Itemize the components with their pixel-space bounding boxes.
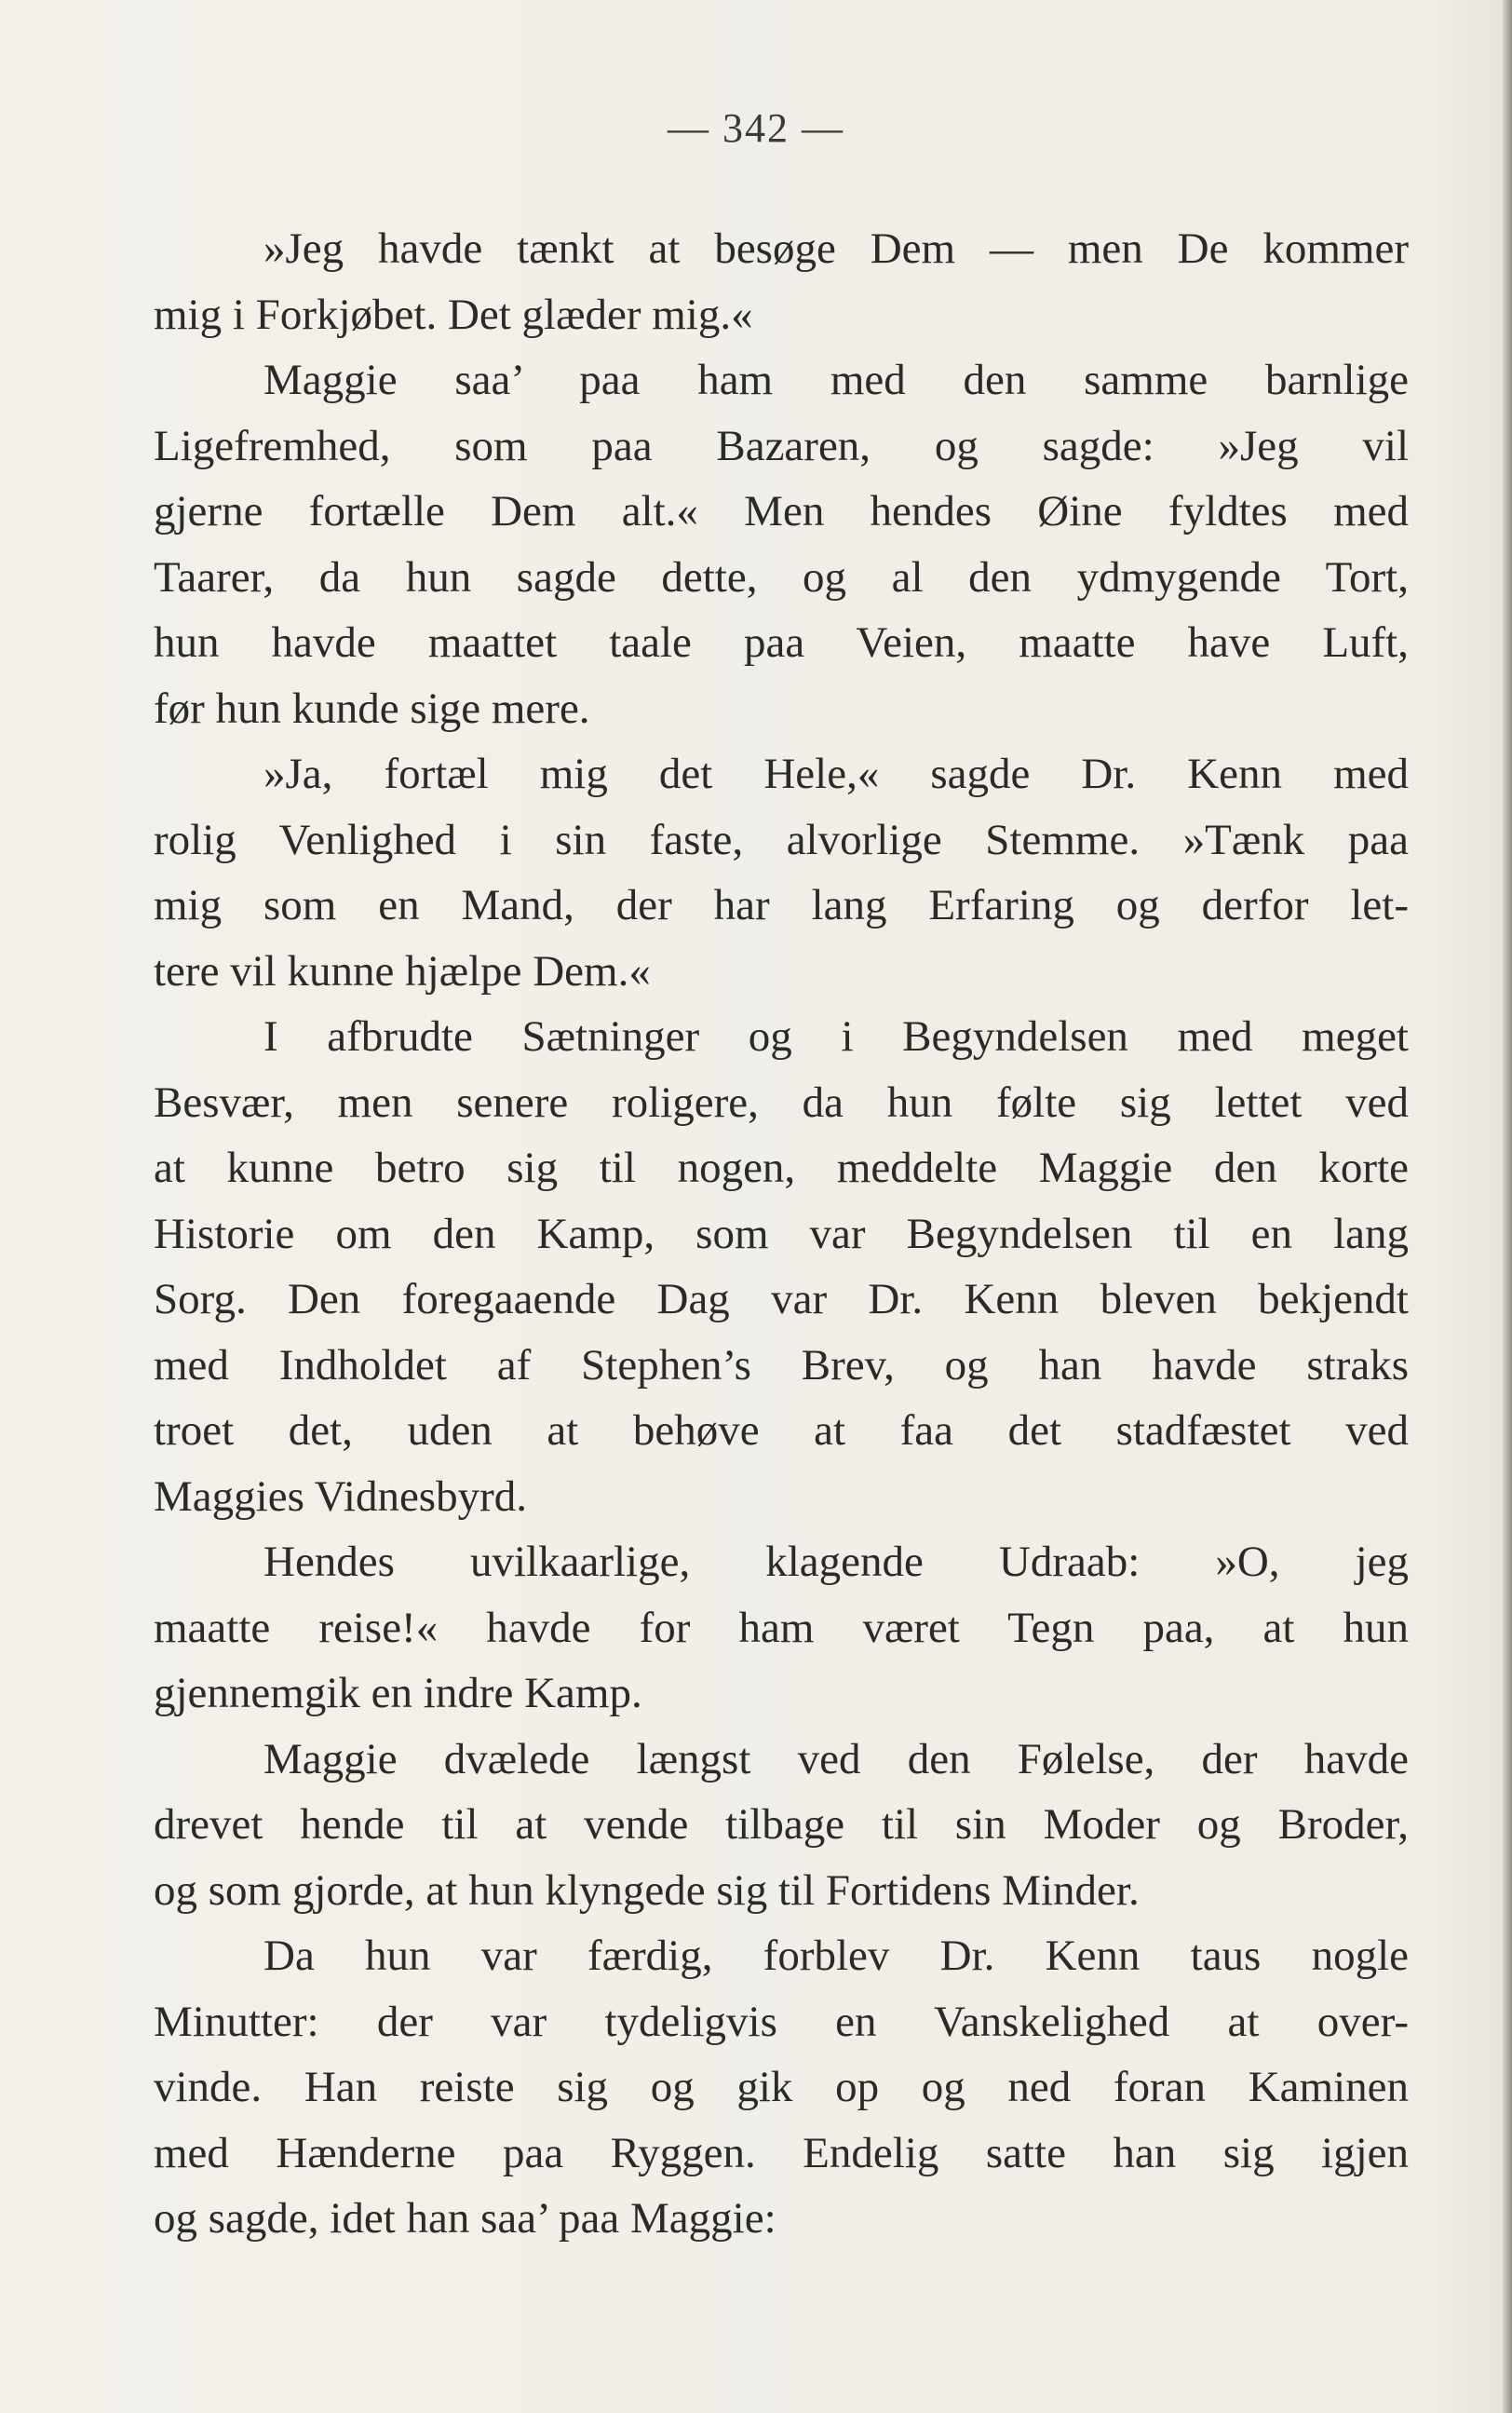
text-line: Hendes uvilkaarlige, klagende Udraab: »O, jeg: [263, 1538, 1409, 1586]
text-line: troet det, uden at behøve at faa det stadfæstet ved: [154, 1406, 1409, 1455]
page-edge: [1503, 0, 1512, 2413]
text-line: drevet hende til at vende tilbage til sin Moder og Broder,: [154, 1800, 1409, 1849]
text-line: hun havde maattet taale paa Veien, maatte have Luft,: [154, 618, 1409, 667]
text-line: gjerne fortælle Dem alt.« Men hendes Øine fyldtes med: [154, 487, 1409, 535]
text-line: at kunne betro sig til nogen, meddelte Maggie den korte: [154, 1144, 1409, 1192]
text-line: Da hun var færdig, forblev Dr. Kenn taus nogle: [263, 1932, 1409, 1980]
text-line: Maggie saa’ paa ham med den samme barnlige: [263, 356, 1409, 404]
text-line: Historie om den Kamp, som var Begyndelsen til en lang: [154, 1209, 1409, 1258]
text-line: I afbrudte Sætninger og i Begyndelsen med meget: [263, 1012, 1409, 1061]
text-line: mig i Forkjøbet. Det glæder mig.«: [154, 290, 753, 339]
text-line: »Jeg havde tænkt at besøge Dem — men De kommer: [263, 224, 1409, 273]
text-line: gjennemgik en indre Kamp.: [154, 1669, 642, 1717]
text-line: tere vil kunne hjælpe Dem.«: [154, 946, 651, 996]
text-line: Ligefremhed, som paa Bazaren, og sagde: »Jeg vil: [154, 421, 1409, 470]
text-line: vinde. Han reiste sig og gik op og ned foran Kaminen: [154, 2063, 1409, 2111]
text-line: mig som en Mand, der har lang Erfaring og derfor let-: [154, 881, 1409, 929]
text-line: Besvær, men senere roligere, da hun følte sig lettet ved: [154, 1078, 1409, 1127]
text-line: Taarer, da hun sagde dette, og al den ydmygende Tort,: [154, 552, 1409, 602]
text-line: Sorg. Den foregaaende Dag var Dr. Kenn bleven bekjendt: [154, 1275, 1409, 1323]
text-line: Minutter: der var tydeligvis en Vanskelighed at over-: [154, 1997, 1409, 2046]
text-line: Maggies Vidnesbyrd.: [154, 1471, 527, 1521]
body-text: [154, 216, 1409, 2252]
text-line: maatte reise!« havde for ham været Tegn paa, at hun: [154, 1603, 1409, 1652]
page-number: — 342 —: [668, 105, 844, 151]
text-line: før hun kunde sige mere.: [154, 684, 590, 733]
text-line: med Indholdet af Stephen’s Brev, og han havde straks: [154, 1340, 1409, 1390]
text-line: »Ja, fortæl mig det Hele,« sagde Dr. Kenn med: [263, 750, 1409, 798]
text-line: rolig Venlighed i sin faste, alvorlige Stemme. »Tænk paa: [154, 815, 1409, 864]
text-line: Maggie dvælede længst ved den Følelse, der havde: [263, 1734, 1409, 1783]
text-line: og sagde, idet han saa’ paa Maggie:: [154, 2194, 776, 2243]
text-line: med Hænderne paa Ryggen. Endelig satte han sig igjen: [154, 2128, 1409, 2177]
text-line: og som gjorde, at hun klyngede sig til Fortidens Minder.: [154, 1865, 1140, 1915]
